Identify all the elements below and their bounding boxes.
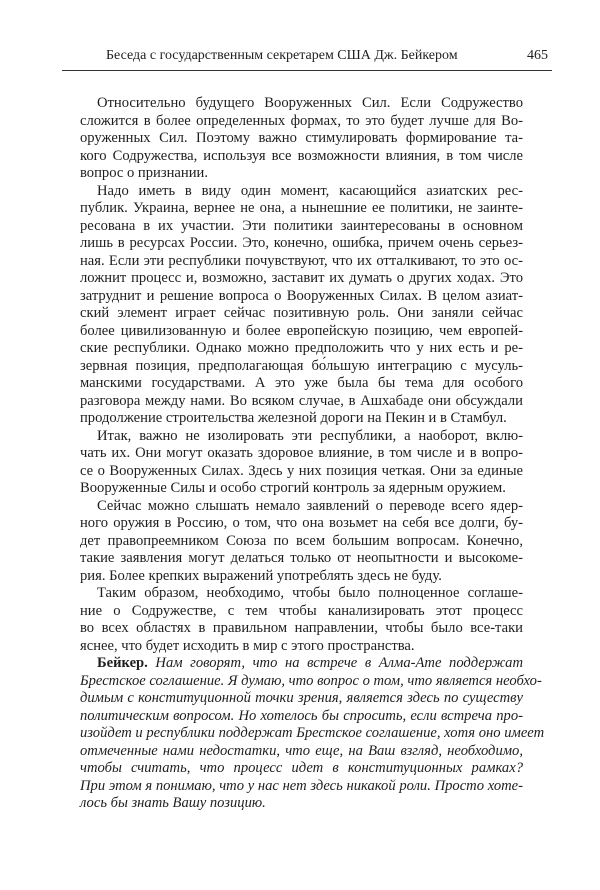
page-body <box>80 95 545 813</box>
paragraph <box>80 428 523 498</box>
text-line: се о Вооруженных Силах. Здесь у них позиция четкая. Они за единые <box>80 462 523 479</box>
running-header <box>62 46 552 71</box>
text-line: более цивилизованную и более европейскую позицию, чем европей- <box>80 322 523 339</box>
text-line: сложится в более определенных формах, то это будет лучше для Во- <box>80 112 523 129</box>
text-line: разговора между нами. Во всяком случае, в Ашхабаде они обсуждали <box>80 392 523 409</box>
text-line: оруженных Сил. Поэтому важно стимулировать формирование та- <box>80 130 523 146</box>
text-line: затруднит и решение вопроса о Вооруженных Силах. В целом азиат- <box>80 287 523 304</box>
page-number: 465 <box>527 48 548 63</box>
text-line: Вооруженные Силы и особо строгий контроль за ядерным оружием. <box>80 480 506 496</box>
text-line: Относительно будущего Вооруженных Сил. Если Содружество <box>97 95 523 111</box>
text-line: чать их. Они могут оказать здоровое влияние, в том числе и в вопро- <box>80 445 523 461</box>
text-line: вопрос о признании. <box>80 165 208 181</box>
paragraph <box>80 498 523 586</box>
running-header-title: Беседа с государственным секретарем США Дж. Бейкером <box>106 48 458 63</box>
text-line: публик. Украина, вернее не она, а нынешние ее политики, не заинте- <box>80 200 523 216</box>
text-line: димым с конституционной точки зрения, является здесь по существу <box>80 690 523 706</box>
text-line: политическим вопросом. Но хотелось бы спросить, если встреча про- <box>80 707 523 724</box>
text-line: ная. Если эти республики почувствуют, что их отталкивают, то это ос- <box>80 252 523 269</box>
text-line: зервная позиция, предполагающая бо́льшую интеграцию с мусуль- <box>80 357 523 374</box>
text-line: ресована в их участии. Эти политики заинтересованы в основном <box>80 217 523 234</box>
text-line: Итак, важно не изолировать эти республики, а наоборот, вклю- <box>97 427 523 444</box>
text-line: дет правопреемником Союза по всем большим вопросам. Конечно, <box>80 532 523 549</box>
text-line: ский элемент играет сейчас позитивную роль. Они заняли сейчас <box>80 305 523 321</box>
text-line: манскими государствами. А это уже была бы тема для особого <box>80 375 523 391</box>
speaker-name: Бейкер. <box>97 655 148 671</box>
text-line: ного оружия в Россию, о том, что она возьмет на себя все долги, бу- <box>80 515 523 531</box>
text-line: Надо иметь в виду один момент, касающийся азиатских рес- <box>97 182 523 199</box>
text-line: При этом я понимаю, что у нас нет здесь никакой роли. Просто хоте- <box>80 777 523 794</box>
text-line: кого Содружества, используя все возможности влияния, в том числе <box>80 147 523 164</box>
text-line: ские республики. Однако можно предположить что у них есть и ре- <box>80 340 523 356</box>
text-line <box>80 655 523 673</box>
text-line: лишь в ресурсах России. Это, конечно, ошибка, причем очень серьез- <box>80 235 523 251</box>
text-line: продолжение строительства железной дороги на Пекин и в Стамбул. <box>80 410 507 426</box>
text-line: чтобы считать, что процесс идет в конституционных рамках? <box>80 760 523 776</box>
paragraph <box>80 95 523 183</box>
text-line: отмеченные нами недостатки, что еще, на Ваш взгляд, необходимо, <box>80 742 523 759</box>
text-line: такие заявления могут делаться только от неопытности и высокоме- <box>80 550 523 566</box>
text-line: ние о Содружестве, с тем чтобы канализировать этот процесс <box>80 602 523 619</box>
text-line: яснее, что будет исходить в мир с этого пространства. <box>80 637 415 654</box>
speech-text: Нам говорят, что на встрече в Алма-Ате поддержат <box>147 655 523 671</box>
dialogue-paragraph <box>80 655 545 813</box>
text-line: лось бы знать Вашу позицию. <box>80 795 266 811</box>
text-line: ложнит процесс и, возможно, заставит их думать о других ходах. Это <box>80 270 523 286</box>
text-line: Сейчас можно слышать немало заявлений о переводе всего ядер- <box>97 497 523 514</box>
text-line: рия. Более крепких выражений употреблять здесь не буду. <box>80 567 442 584</box>
paragraph <box>80 183 523 428</box>
text-line: изойдет и республики поддержат Брестское соглашение, хотя оно имеет <box>80 725 545 741</box>
text-line: Таким образом, необходимо, чтобы было полноценное соглаше- <box>97 585 523 601</box>
text-line: во всех областях в правильном направлении, чтобы было все-таки <box>80 620 523 636</box>
paragraph <box>80 585 523 655</box>
text-line: Брестское соглашение. Я думаю, что вопрос о том, что является необхо- <box>80 672 542 689</box>
